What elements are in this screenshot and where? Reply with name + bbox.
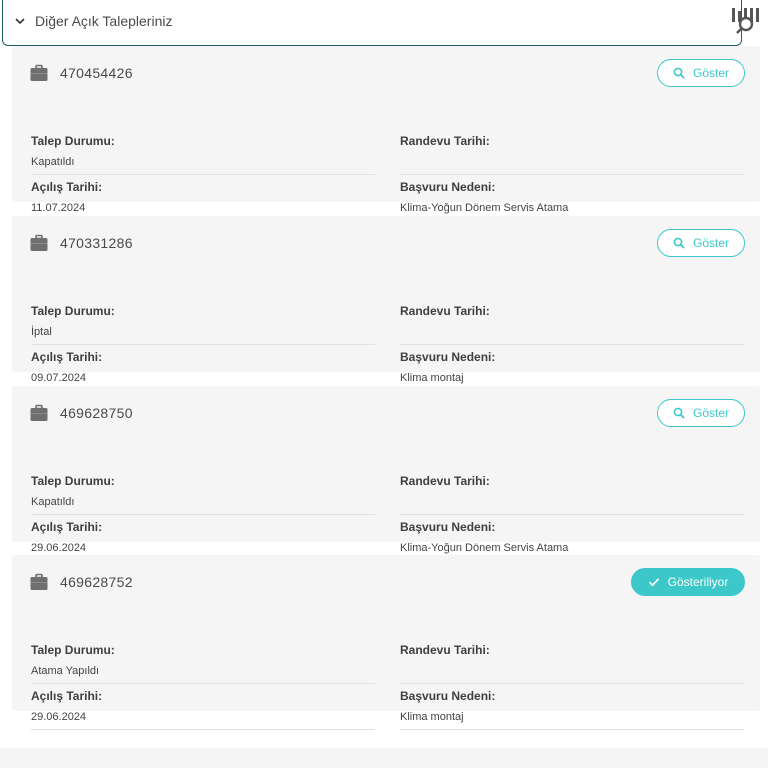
appointment-value [400,156,744,170]
status-value: Atama Yapıldı [31,665,100,677]
status-value: Kapatıldı [31,156,75,168]
request-id: 469628750 [60,405,133,421]
show-button[interactable] [657,59,745,87]
search-icon [673,237,685,249]
divider [31,174,375,175]
reason-field [400,350,744,391]
status-label: Talep Durumu: [31,304,115,318]
opened-field [31,350,375,391]
request-id: 470331286 [60,235,133,251]
appointment-value [400,665,744,679]
appointment-label: Randevu Tarihi: [400,643,490,657]
reason-value: Klima-Yoğun Dönem Servis Atama [400,542,569,554]
search-icon [673,407,685,419]
status-value: Kapatıldı [31,496,75,508]
appointment-field [400,134,744,175]
show-button[interactable] [657,229,745,257]
briefcase-icon [30,404,48,422]
opened-label: Açılış Tarihi: [31,180,103,194]
appointment-label: Randevu Tarihi: [400,304,490,318]
request-card-header [30,571,133,593]
showing-button[interactable] [631,568,745,596]
reason-label: Başvuru Nedeni: [400,689,496,703]
divider [31,514,375,515]
accordion-title: Diğer Açık Talepleriniz [35,12,173,29]
opened-value: 11.07.2024 [31,202,86,214]
opened-label: Açılış Tarihi: [31,520,103,534]
appointment-label: Randevu Tarihi: [400,474,490,488]
request-id: 469628752 [60,574,133,590]
opened-value: 29.06.2024 [31,711,87,723]
appointment-value [400,496,744,510]
appointment-field [400,304,744,345]
status-label: Talep Durumu: [31,134,115,148]
reason-field [400,180,744,221]
status-field [31,474,375,515]
status-value: İptal [31,326,52,338]
divider [400,514,744,515]
status-field [31,304,375,345]
divider [31,344,375,345]
reason-value: Klima-Yoğun Dönem Servis Atama [400,202,569,214]
opened-field [31,180,375,221]
show-button-label: Göster [692,236,729,250]
appointment-field [400,643,744,684]
opened-label: Açılış Tarihi: [31,350,103,364]
divider [400,683,744,684]
search-icon [673,67,685,79]
request-card [12,216,760,384]
request-card-header [30,62,133,84]
divider [400,344,744,345]
appointment-value [400,326,744,340]
reason-field [400,689,744,730]
reason-value: Klima montaj [400,372,464,384]
briefcase-icon [30,64,48,82]
appointment-field [400,474,744,515]
opened-label: Açılış Tarihi: [31,689,103,703]
appointment-label: Randevu Tarihi: [400,134,490,148]
request-card-header [30,402,133,424]
footer-strip [0,748,768,768]
opened-field [31,689,375,730]
divider [31,729,375,730]
brand-logo-icon [730,4,762,34]
reason-label: Başvuru Nedeni: [400,180,496,194]
request-card [12,555,760,723]
show-button-label: Gösteriliyor [667,575,729,589]
request-card-header [30,232,133,254]
show-button-label: Göster [692,66,729,80]
reason-label: Başvuru Nedeni: [400,350,496,364]
briefcase-icon [30,234,48,252]
show-button[interactable] [657,399,745,427]
request-id: 470454426 [60,65,133,81]
opened-value: 29.06.2024 [31,542,87,554]
check-icon [648,576,660,588]
status-label: Talep Durumu: [31,474,115,488]
reason-label: Başvuru Nedeni: [400,520,496,534]
status-field [31,134,375,175]
status-field [31,643,375,684]
request-card [12,386,760,554]
status-label: Talep Durumu: [31,643,115,657]
chevron-down-icon [13,14,27,28]
show-button-label: Göster [692,406,729,420]
divider [31,683,375,684]
reason-value: Klima montaj [400,711,464,723]
divider [400,729,744,730]
briefcase-icon [30,573,48,591]
request-card [12,46,760,214]
other-requests-accordion-header[interactable] [2,0,742,46]
opened-value: 09.07.2024 [31,372,87,384]
divider [400,174,744,175]
